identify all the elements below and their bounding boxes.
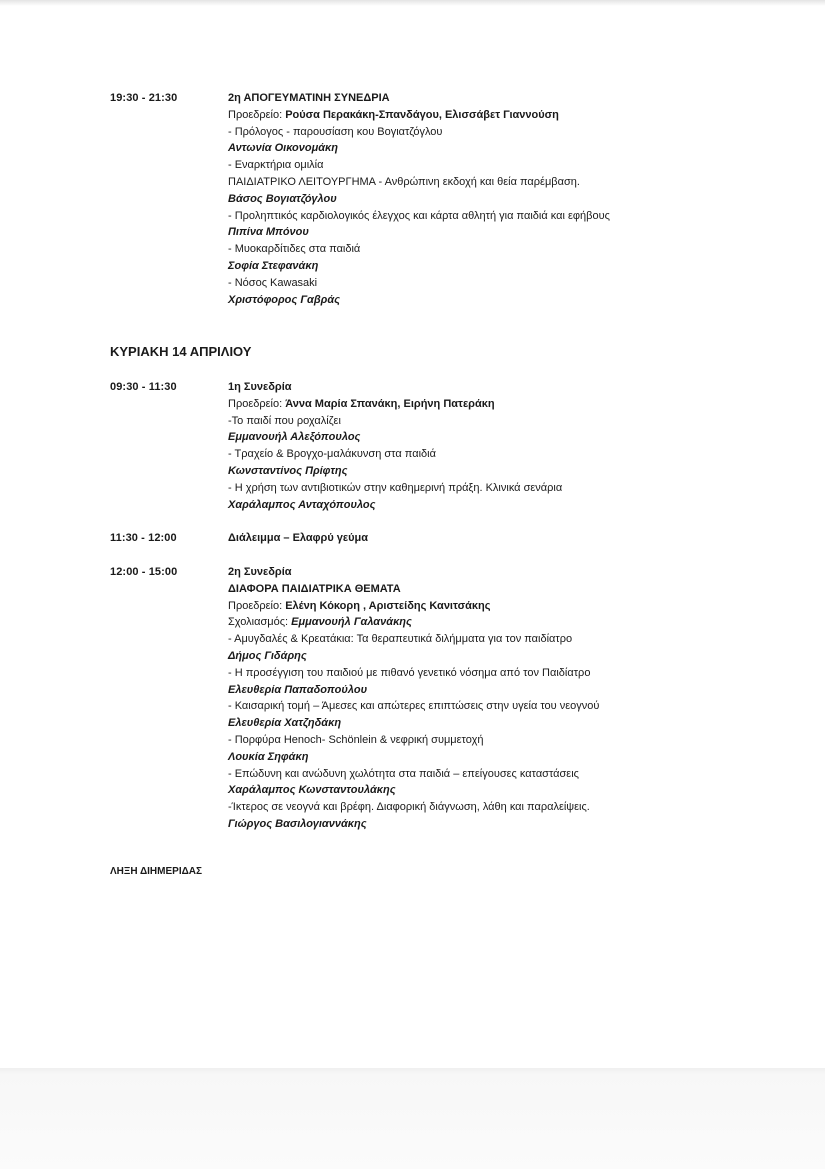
speaker-name: Σοφία Στεφανάκη: [228, 259, 319, 272]
talk-topic: - Επώδυνη και ανώδυνη χωλότητα στα παιδιά – επείγουσες καταστάσεις: [228, 767, 579, 780]
speaker-name: Χαράλαμπος Κωνσταντουλάκης: [228, 784, 396, 797]
evening-session-block: [228, 90, 808, 308]
chairs-names: Ρούσα Περακάκη-Σπανδάγου, Ελισσάβετ Γιαννούση: [285, 108, 559, 121]
speaker-name: Κωνσταντίνος Πρίφτης: [228, 464, 348, 477]
break-block: [228, 530, 808, 547]
speaker-name: Πιπίνα Μπόνου: [228, 226, 309, 239]
commentary-name: Εμμανουήλ Γαλανάκης: [291, 616, 412, 629]
commentary-line: [228, 614, 808, 631]
chairs-label: Προεδρείο:: [228, 108, 286, 121]
chairs-line: [228, 396, 808, 413]
speaker-name: Εμμανουήλ Αλεξόπουλος: [228, 431, 361, 444]
talk-topic: -Ίκτερος σε νεογνά και βρέφη. Διαφορική διάγνωση, λάθη και παραλείψεις.: [228, 801, 590, 814]
talk-topic: - Αμυγδαλές & Κρεατάκια: Τα θεραπευτικά διλήμματα για τον παιδίατρο: [228, 633, 573, 646]
speaker-name: Λουκία Σηφάκη: [228, 750, 309, 763]
talk-topic: - Η χρήση των αντιβιοτικών στην καθημερινή πράξη. Κλινικά σενάρια: [228, 481, 563, 494]
talk-topic: - Εναρκτήρια ομιλία: [228, 159, 324, 172]
break-label: Διάλειμμα – Ελαφρύ γεύμα: [228, 532, 369, 544]
talk-topic: ΠΑΙΔΙΑΤΡΙΚΟ ΛΕΙΤΟΥΡΓΗΜΑ - Ανθρώπινη εκδοχή και θεία παρέμβαση.: [228, 175, 580, 188]
talk-topic: - Πορφύρα Henoch- Schönlein & νεφρική συμμετοχή: [228, 733, 484, 746]
talk-topic: - Μυοκαρδίτιδες στα παιδιά: [228, 243, 361, 256]
speaker-name: Γιώργος Βασιλογιαννάκης: [228, 817, 367, 830]
day-heading: ΚΥΡΙΑΚΗ 14 ΑΠΡΙΛΙΟΥ: [110, 344, 252, 359]
talk-topic: -Το παιδί που ροχαλίζει: [228, 414, 341, 427]
session2-time: 12:00 - 15:00: [110, 566, 178, 578]
session-subtitle: ΔΙΑΦΟΡΑ ΠΑΙΔΙΑΤΡΙΚΑ ΘΕΜΑΤΑ: [228, 582, 401, 595]
chairs-names: Άννα Μαρία Σπανάκη, Ειρήνη Πατεράκη: [285, 397, 495, 410]
talk-topic: - Πρόλογος - παρουσίαση κου Βογιατζόγλου: [228, 125, 443, 138]
talk-topic: - Η προσέγγιση του παιδιού με πιθανό γενετικό νόσημα από τον Παιδίατρο: [228, 666, 591, 679]
chairs-line: [228, 598, 808, 615]
session-title: 2η ΑΠΟΓΕΥΜΑΤΙΝΗ ΣΥΝΕΔΡΙΑ: [228, 92, 390, 104]
speaker-name: Ελευθερία Παπαδοπούλου: [228, 683, 368, 696]
commentary-label: Σχολιασμός:: [228, 616, 292, 629]
talk-topic: - Τραχείο & Βρογχο-μαλάκυνση στα παιδιά: [228, 448, 436, 461]
session-title: 2η Συνεδρία: [228, 566, 292, 578]
chairs-label: Προεδρείο:: [228, 599, 286, 612]
session1-block: [228, 379, 808, 513]
speaker-name: Ελευθερία Χατζηδάκη: [228, 717, 342, 730]
session2-block: [228, 564, 808, 833]
talk-topic: - Προληπτικός καρδιολογικός έλεγχος και κάρτα αθλητή για παιδιά και εφήβους: [228, 209, 610, 222]
evening-session-time: 19:30 - 21:30: [110, 92, 178, 104]
speaker-name: Δήμος Γιδάρης: [228, 649, 307, 662]
scan-edge-bottom: [0, 1068, 825, 1169]
chairs-line: [228, 107, 808, 124]
talk-topic: - Νόσος Kawasaki: [228, 276, 318, 289]
speaker-name: Αντωνία Οικονομάκη: [228, 142, 338, 155]
speaker-name: Χαράλαμπος Ανταχόπουλος: [228, 498, 376, 511]
session1-time: 09:30 - 11:30: [110, 381, 177, 393]
speaker-name: Βάσος Βογιατζόγλου: [228, 192, 337, 205]
break-time: 11:30 - 12:00: [110, 532, 177, 544]
talk-topic: - Καισαρική τομή – Άμεσες και απώτερες επιπτώσεις στην υγεία του νεογνού: [228, 700, 600, 713]
speaker-name: Χριστόφορος Γαβράς: [228, 293, 341, 306]
closing-text: ΛΗΞΗ ΔΙΗΜΕΡΙΔΑΣ: [110, 866, 203, 877]
chairs-names: Ελένη Κόκορη , Αριστείδης Κανιτσάκης: [285, 599, 491, 612]
chairs-label: Προεδρείο:: [228, 397, 286, 410]
session-title: 1η Συνεδρία: [228, 381, 292, 393]
